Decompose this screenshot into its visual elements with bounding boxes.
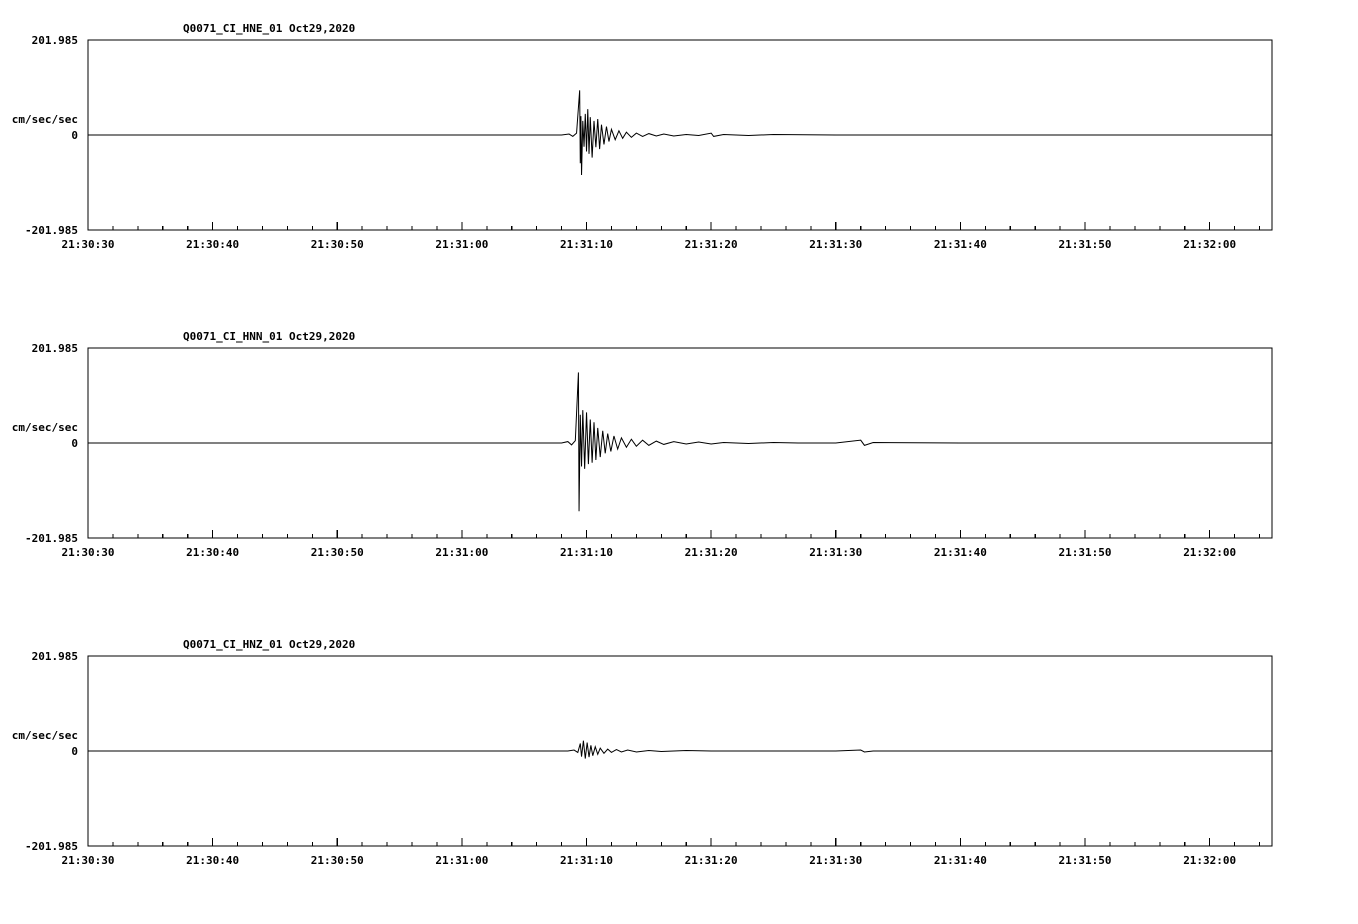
seismogram-plot-hne [0,10,1358,300]
x-tick-label: 21:30:50 [310,546,364,559]
x-tick-label: 21:30:30 [61,854,115,867]
x-tick-label: 21:31:00 [435,854,489,867]
x-tick-label: 21:30:40 [186,854,240,867]
seismogram-panel-hnz [0,626,1358,916]
panel-title: Q0071_CI_HNE_01 Oct29,2020 [183,22,356,35]
x-tick-label: 21:31:40 [933,546,987,559]
x-tick-label: 21:31:40 [933,238,987,251]
y-axis-units-label: cm/sec/sec [11,113,78,126]
y-tick-label: 201.985 [31,34,78,47]
panel-title: Q0071_CI_HNZ_01 Oct29,2020 [183,638,356,651]
x-tick-label: 21:31:50 [1058,546,1112,559]
x-tick-label: 21:31:00 [435,546,489,559]
x-tick-label: 21:31:20 [684,546,738,559]
x-tick-label: 21:31:00 [435,238,489,251]
seismogram-panel-hne [0,10,1358,300]
x-tick-label: 21:32:00 [1183,546,1237,559]
x-tick-label: 21:31:50 [1058,854,1112,867]
x-tick-label: 21:30:40 [186,238,240,251]
waveform-trace-hnn [88,372,1272,511]
y-tick-label: 201.985 [31,650,78,663]
x-tick-label: 21:30:30 [61,238,115,251]
y-tick-label: 201.985 [31,342,78,355]
x-tick-label: 21:31:10 [560,546,614,559]
x-tick-label: 21:31:20 [684,238,738,251]
seismogram-panel-hnn [0,318,1358,608]
seismogram-plot-hnn [0,318,1358,608]
seismogram-plot-hnz [0,626,1358,916]
x-tick-label: 21:30:40 [186,546,240,559]
x-tick-label: 21:32:00 [1183,854,1237,867]
x-tick-label: 21:30:50 [310,854,364,867]
x-tick-label: 21:30:50 [310,238,364,251]
waveform-trace-hne [88,90,1272,175]
x-tick-label: 21:31:20 [684,854,738,867]
x-tick-label: 21:31:40 [933,854,987,867]
y-axis-units-label: cm/sec/sec [11,421,78,434]
y-tick-label: -201.985 [25,532,78,545]
y-tick-label: 0 [71,745,78,758]
x-tick-label: 21:31:50 [1058,238,1112,251]
x-tick-label: 21:31:30 [809,546,863,559]
y-axis-units-label: cm/sec/sec [11,729,78,742]
x-tick-label: 21:31:30 [809,238,863,251]
y-tick-label: -201.985 [25,840,78,853]
y-tick-label: -201.985 [25,224,78,237]
x-tick-label: 21:31:10 [560,238,614,251]
panel-title: Q0071_CI_HNN_01 Oct29,2020 [183,330,356,343]
x-tick-label: 21:32:00 [1183,238,1237,251]
y-tick-label: 0 [71,129,78,142]
x-tick-label: 21:31:10 [560,854,614,867]
waveform-trace-hnz [88,741,1272,759]
x-tick-label: 21:31:30 [809,854,863,867]
x-tick-label: 21:30:30 [61,546,115,559]
y-tick-label: 0 [71,437,78,450]
